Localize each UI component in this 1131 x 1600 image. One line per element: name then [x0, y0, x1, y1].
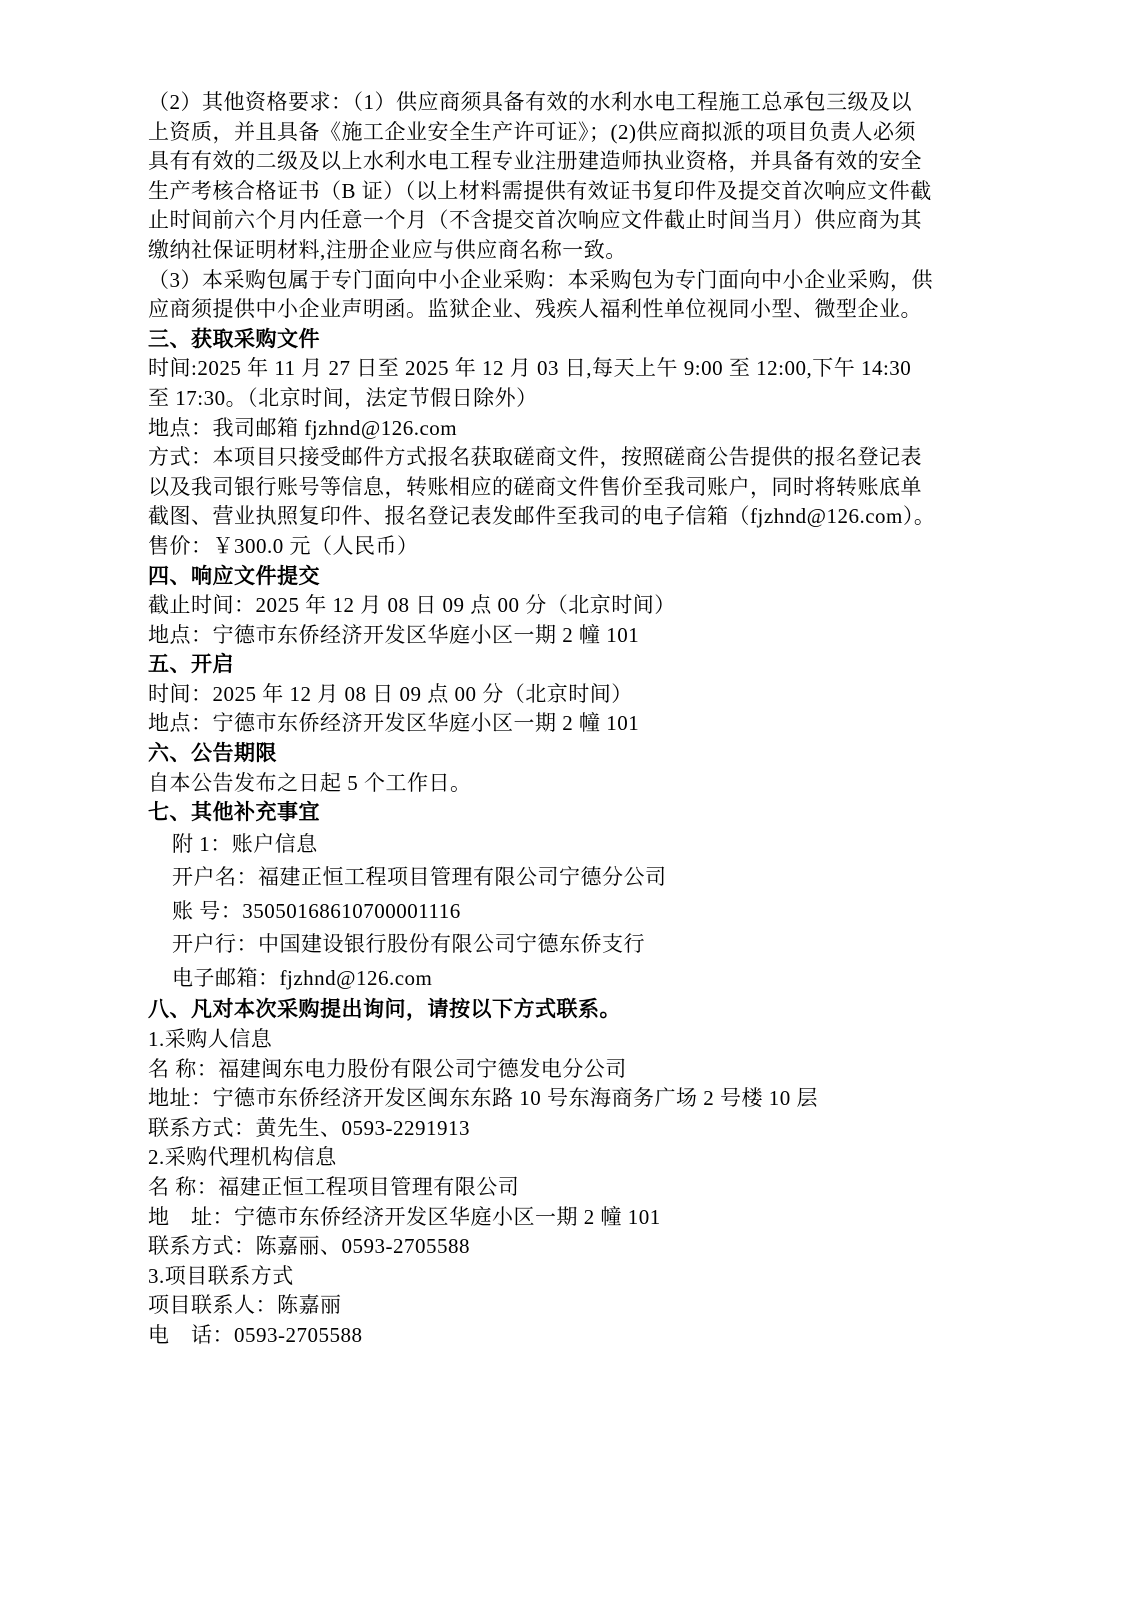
paragraph-line: 时间：2025 年 12 月 08 日 09 点 00 分（北京时间）	[148, 681, 633, 706]
paragraph-line: （2）其他资格要求：（1）供应商须具备有效的水利水电工程施工总承包三级及以	[148, 90, 912, 114]
paragraph-line: 地点：宁德市东侨经济开发区华庭小区一期 2 幢 101	[148, 622, 640, 647]
paragraph-line: 生产考核合格证书（B 证）（以上材料需提供有效证书复印件及提交首次响应文件截	[148, 178, 932, 203]
project-contact-title: 3.项目联系方式	[148, 1263, 294, 1288]
paragraph-line: 地点：我司邮箱 fjzhnd@126.com	[148, 415, 458, 440]
paragraph-line: 以及我司银行账号等信息，转账相应的磋商文件售价至我司账户，同时将转账底单	[148, 474, 922, 499]
attachment-account-info-title: 附 1：账户信息	[172, 831, 318, 856]
email-address: 电子邮箱：fjzhnd@126.com	[172, 965, 433, 990]
purchaser-info-title: 1.采购人信息	[148, 1026, 273, 1051]
section-heading-obtain-documents: 三、获取采购文件	[148, 326, 320, 351]
paragraph-line: 缴纳社保证明材料,注册企业应与供应商名称一致。	[148, 237, 627, 262]
paragraph-line: （3）本采购包属于专门面向中小企业采购：本采购包为专门面向中小企业采购，供	[148, 267, 933, 292]
account-holder-name: 开户名：福建正恒工程项目管理有限公司宁德分公司	[172, 865, 667, 890]
account-number: 账 号：35050168610700001116	[172, 898, 461, 923]
agency-contact: 联系方式：陈嘉丽、0593-2705588	[148, 1234, 470, 1259]
paragraph-line: 至 17:30。（北京时间，法定节假日除外）	[148, 385, 538, 410]
paragraph-line: 时间:2025 年 11 月 27 日至 2025 年 12 月 03 日,每天上午 9:00 至 12:00,下午 14:30	[148, 356, 912, 381]
section-heading-contact: 八、凡对本次采购提出询问，请按以下方式联系。	[148, 997, 621, 1022]
paragraph-line: 截图、营业执照复印件、报名登记表发邮件至我司的电子信箱（fjzhnd@126.com）。	[148, 504, 936, 529]
paragraph-line: 方式：本项目只接受邮件方式报名获取磋商文件，按照磋商公告提供的报名登记表	[148, 445, 922, 470]
paragraph-line: 具有有效的二级及以上水利水电工程专业注册建造师执业资格，并具备有效的安全	[148, 149, 922, 174]
section-heading-other-matters: 七、其他补充事宜	[148, 800, 320, 825]
purchaser-contact: 联系方式：黄先生、0593-2291913	[148, 1115, 470, 1140]
project-contact-person: 项目联系人：陈嘉丽	[148, 1293, 342, 1318]
paragraph-line: 地点：宁德市东侨经济开发区华庭小区一期 2 幢 101	[148, 711, 640, 736]
project-contact-phone: 电 话：0593-2705588	[148, 1322, 363, 1347]
paragraph-line: 截止时间：2025 年 12 月 08 日 09 点 00 分（北京时间）	[148, 593, 676, 618]
paragraph-line: 自本公告发布之日起 5 个工作日。	[148, 770, 472, 795]
paragraph-line: 应商须提供中小企业声明函。监狱企业、残疾人福利性单位视同小型、微型企业。	[148, 297, 922, 322]
agency-name: 名 称：福建正恒工程项目管理有限公司	[148, 1174, 520, 1199]
bank-name: 开户行：中国建设银行股份有限公司宁德东侨支行	[172, 932, 645, 957]
agency-address: 地 址：宁德市东侨经济开发区华庭小区一期 2 幢 101	[148, 1204, 661, 1229]
paragraph-line: 售价：￥300.0 元（人民币）	[148, 533, 419, 558]
agency-info-title: 2.采购代理机构信息	[148, 1145, 337, 1170]
paragraph-line: 上资质，并且具备《施工企业安全生产许可证》；(2)供应商拟派的项目负责人必须	[148, 119, 916, 144]
section-heading-response-submission: 四、响应文件提交	[148, 563, 320, 588]
purchaser-name: 名 称：福建闽东电力股份有限公司宁德发电分公司	[148, 1056, 627, 1081]
section-heading-announcement-period: 六、公告期限	[148, 741, 277, 766]
paragraph-line: 止时间前六个月内任意一个月（不含提交首次响应文件截止时间当月）供应商为其	[148, 208, 922, 233]
purchaser-address: 地址：宁德市东侨经济开发区闽东东路 10 号东海商务广场 2 号楼 10 层	[148, 1086, 818, 1111]
section-heading-opening: 五、开启	[148, 652, 234, 677]
announcement-body	[148, 88, 988, 1350]
